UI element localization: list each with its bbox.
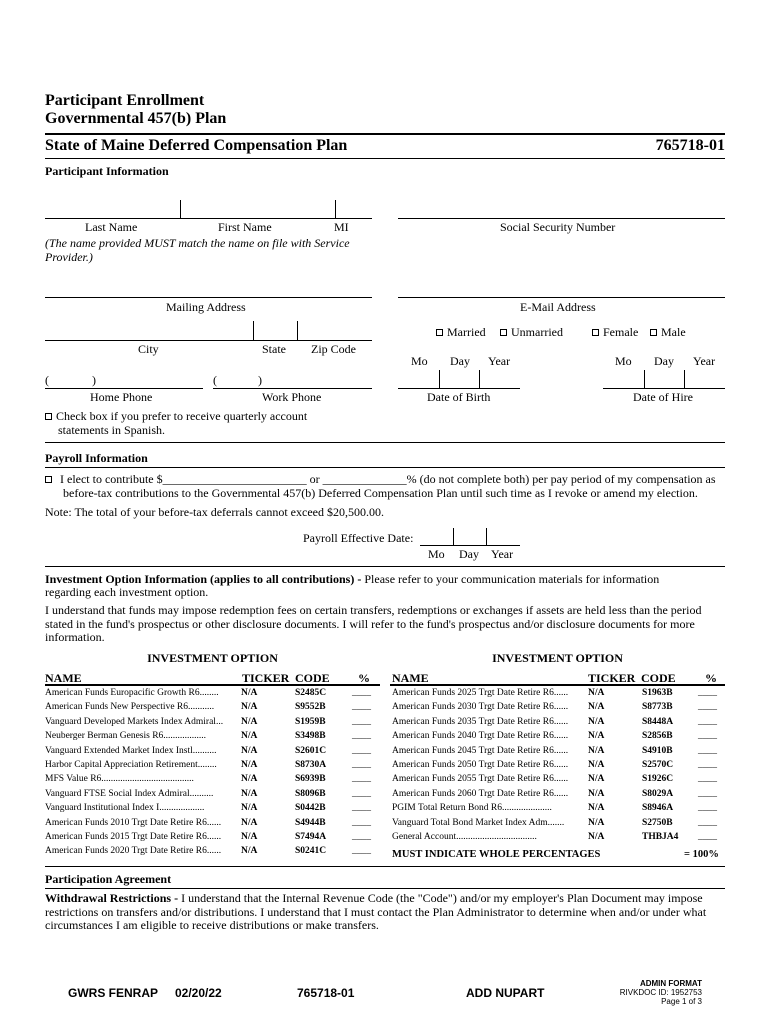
fund-ticker: N/A [241, 817, 258, 828]
male-option[interactable] [650, 325, 686, 340]
investment-row [392, 688, 727, 702]
fund-name: American Funds 2055 Trgt Date Retire R6...... [392, 774, 569, 785]
fund-code: S6939B [295, 774, 326, 785]
dob-divider-2 [479, 370, 480, 388]
dob-label: Date of Birth [427, 390, 491, 404]
investment-title-line2: regarding each investment option. [45, 585, 209, 599]
payroll-mo-label: Mo [428, 547, 445, 561]
zip-label: Zip Code [311, 342, 356, 356]
footer-add-nupart: ADD NUPART [466, 986, 545, 1000]
married-checkbox[interactable] [436, 329, 443, 336]
state-label: State [262, 342, 286, 356]
investment-row [392, 702, 727, 716]
payroll-section-title: Payroll Information [45, 451, 148, 465]
participant-end-rule [45, 442, 725, 443]
fund-code: S2856B [642, 731, 673, 742]
investment-row [45, 832, 380, 846]
city-state-zip-line[interactable] [45, 340, 372, 341]
must-indicate-label: MUST INDICATE WHOLE PERCENTAGES [392, 849, 601, 860]
investment-row [392, 760, 727, 774]
payroll-year-label: Year [491, 547, 514, 561]
fund-code: S0241C [295, 846, 327, 857]
right-pct-header: % [705, 671, 717, 685]
fund-percent-field[interactable]: ____ [352, 832, 371, 842]
fund-percent-field[interactable]: ____ [352, 760, 371, 770]
fund-ticker: N/A [241, 745, 258, 756]
right-ticker-header: TICKER [588, 671, 636, 685]
fund-percent-field[interactable]: ____ [352, 688, 371, 698]
footer-page: Page 1 of 3 [661, 997, 702, 1006]
female-label: Female [603, 325, 639, 339]
dob-divider-1 [439, 370, 440, 388]
last-name-label: Last Name [85, 220, 138, 234]
elect-contribution[interactable] [45, 472, 716, 487]
dob-day-label: Day [450, 354, 470, 368]
email-label: E-Mail Address [520, 300, 596, 314]
fund-ticker: N/A [588, 803, 605, 814]
work-phone-line[interactable] [213, 388, 372, 389]
fund-percent-field[interactable]: ____ [698, 788, 717, 799]
work-phone-label: Work Phone [262, 390, 322, 404]
left-table-header-rule [45, 684, 380, 686]
fund-code: S8946A [642, 803, 674, 814]
payroll-end-rule [45, 566, 725, 567]
fund-ticker: N/A [588, 774, 605, 785]
fund-name: American Funds 2025 Trgt Date Retire R6...... [392, 688, 569, 698]
fund-code: S8448A [642, 716, 674, 727]
unmarried-label: Unmarried [511, 325, 563, 339]
payroll-date-divider-1 [453, 528, 454, 545]
payroll-date-divider-2 [486, 528, 487, 545]
elect-text-line1: I elect to contribute $________________________ or ______________% (do not complete both) per pay period of my compensation as [60, 472, 716, 486]
footer-date: 02/20/22 [175, 986, 222, 1000]
doh-mo-label: Mo [615, 354, 632, 368]
investment-row [392, 717, 727, 731]
fund-percent-field[interactable]: ____ [352, 803, 371, 814]
name-note: (The name provided MUST match the name on file with Service Provider.) [45, 236, 350, 264]
name-field-line[interactable] [45, 218, 372, 219]
doh-year-label: Year [693, 354, 716, 368]
fund-code: THBJA4 [642, 832, 679, 842]
fund-ticker: N/A [588, 702, 605, 713]
fund-name: General Account.................................. [392, 832, 537, 842]
investment-row [45, 846, 380, 860]
footer-doc-id: RIVKDOC ID: 1952753 [619, 988, 702, 997]
form-title-line1: Participant Enrollment [45, 92, 205, 109]
fund-percent-field[interactable]: ____ [698, 745, 717, 756]
fund-name: American Funds 2035 Trgt Date Retire R6...... [392, 716, 569, 727]
fund-name: PGIM Total Return Bond R6..................... [392, 803, 552, 814]
fund-name: American Funds 2045 Trgt Date Retire R6...... [392, 745, 569, 756]
investment-row [45, 731, 380, 745]
spanish-label-line2: statements in Spanish. [58, 423, 165, 437]
spanish-label-line1: Check box if you prefer to receive quarterly account [56, 409, 308, 423]
fund-percent-field[interactable]: ____ [698, 731, 717, 742]
fund-name: American Funds 2040 Trgt Date Retire R6...... [392, 731, 569, 742]
left-pct-header: % [358, 671, 370, 685]
fund-ticker: N/A [241, 832, 258, 842]
fund-code: S9552B [295, 702, 326, 713]
fund-name: Vanguard Total Bond Market Index Adm....... [392, 817, 565, 828]
fund-name: Vanguard Extended Market Index Instl.......... [45, 745, 217, 756]
fund-code: S7494A [295, 832, 327, 842]
fund-percent-field[interactable]: ____ [352, 788, 371, 799]
fund-percent-field[interactable]: ____ [698, 702, 717, 713]
fund-ticker: N/A [241, 774, 258, 785]
fund-ticker: N/A [241, 702, 258, 713]
fund-percent-field[interactable]: ____ [698, 832, 717, 842]
fund-name: American Funds 2050 Trgt Date Retire R6...... [392, 760, 569, 770]
investment-row [392, 789, 727, 803]
email-line[interactable] [398, 297, 725, 298]
name-divider-1 [180, 200, 181, 218]
fund-code: S0442B [295, 803, 326, 814]
doh-day-label: Day [654, 354, 674, 368]
work-phone-paren-close: ) [258, 373, 262, 387]
married-option[interactable] [436, 325, 486, 340]
elect-checkbox[interactable] [45, 476, 52, 483]
dob-line[interactable] [398, 388, 520, 389]
payroll-effective-date-label: Payroll Effective Date: [303, 531, 414, 545]
investment-row [45, 760, 380, 774]
fund-ticker: N/A [241, 688, 258, 698]
fund-ticker: N/A [588, 760, 605, 770]
male-checkbox[interactable] [650, 329, 657, 336]
fund-name: Vanguard Developed Markets Index Admiral... [45, 716, 224, 727]
investment-row [45, 818, 380, 832]
city-divider [253, 321, 254, 340]
investment-row [45, 717, 380, 731]
fund-percent-field[interactable]: ____ [698, 803, 717, 814]
dob-mo-label: Mo [411, 354, 428, 368]
fund-code: S4944B [295, 817, 326, 828]
header-rule [45, 133, 725, 135]
right-name-header: NAME [392, 671, 429, 685]
fund-name: Neuberger Berman Genesis R6.................. [45, 731, 207, 742]
redemption-fee-paragraph: I understand that funds may impose redemption fees on certain transfers, redemptions or exchanges if assets are held less than the period stated in the fund's prospectus or other disclosure documents. I will refer to the fund's prospectus and/or disclosure documents for more information. [45, 603, 702, 644]
male-label: Male [661, 325, 686, 339]
fund-code: S1926C [642, 774, 674, 785]
fund-name: Vanguard FTSE Social Index Admiral.......... [45, 788, 214, 799]
mi-label: MI [334, 220, 349, 234]
footer-admin-format: ADMIN FORMAT [639, 979, 702, 988]
withdrawal-title: Withdrawal Restrictions - [45, 891, 179, 905]
fund-percent-field[interactable]: ____ [698, 716, 717, 727]
mailing-address-label: Mailing Address [166, 300, 246, 314]
withdrawal-text: I understand that the Internal Revenue Code (the "Code") and/or my employer's Plan Document may impose restrictions on transfers and/or distributions. I understand that I must contact the Plan Administrator to determine when and/or under what circumstances I am eligible to receive distributions or make transfers. [45, 891, 707, 932]
home-phone-label: Home Phone [90, 390, 153, 404]
investment-row [392, 803, 727, 817]
participant-section-title: Participant Information [45, 164, 169, 178]
footer-form-code: GWRS FENRAP [68, 986, 158, 1000]
dob-year-label: Year [488, 354, 511, 368]
plan-rule [45, 158, 725, 159]
fund-name: American Funds 2015 Trgt Date Retire R6...... [45, 832, 222, 842]
investment-row [45, 746, 380, 760]
left-name-header: NAME [45, 671, 82, 685]
investment-row [45, 688, 380, 702]
home-phone-line[interactable] [45, 388, 203, 389]
mailing-address-line[interactable] [45, 297, 372, 298]
fund-ticker: N/A [588, 716, 605, 727]
payroll-effective-date-line[interactable] [420, 545, 520, 546]
doh-line[interactable] [603, 388, 725, 389]
fund-percent-field[interactable]: ____ [352, 846, 371, 857]
left-ticker-header: TICKER [242, 671, 290, 685]
investment-row [392, 832, 727, 846]
investment-option-header-left: INVESTMENT OPTION [147, 651, 278, 665]
fund-percent-field[interactable]: ____ [698, 760, 717, 770]
fund-code: S4910B [642, 745, 673, 756]
fund-code: S8029A [642, 788, 674, 799]
ssn-label: Social Security Number [500, 220, 616, 234]
investment-row [45, 803, 380, 817]
agreement-section-title: Participation Agreement [45, 872, 172, 886]
female-checkbox[interactable] [592, 329, 599, 336]
fund-ticker: N/A [241, 846, 258, 857]
right-code-header: CODE [641, 671, 676, 685]
fund-percent-field[interactable]: ____ [352, 774, 371, 785]
total-percent: = 100% [684, 849, 719, 860]
withdrawal-restrictions [45, 892, 727, 933]
fund-code: S2601C [295, 745, 327, 756]
fund-name: MFS Value R6....................................... [45, 774, 194, 785]
state-divider [297, 321, 298, 340]
ssn-field-line[interactable] [398, 218, 725, 219]
fund-code: S3498B [295, 731, 326, 742]
work-phone-paren-open: ( [213, 373, 217, 387]
investment-option-header-right: INVESTMENT OPTION [492, 651, 623, 665]
fund-name: American Funds 2010 Trgt Date Retire R6...... [45, 817, 222, 828]
footer-plan-number: 765718-01 [297, 986, 355, 1000]
fund-percent-field[interactable]: ____ [352, 817, 371, 828]
fund-ticker: N/A [241, 788, 258, 799]
city-label: City [138, 342, 159, 356]
agreement-rule [45, 888, 725, 889]
first-name-label: First Name [218, 220, 272, 234]
fund-code: S2750B [642, 817, 673, 828]
investment-row [392, 774, 727, 788]
spanish-checkbox[interactable] [45, 413, 52, 420]
spanish-option[interactable] [45, 409, 307, 424]
female-option[interactable] [592, 325, 638, 340]
investment-row [392, 731, 727, 745]
investment-title-bold: Investment Option Information (applies to all contributions) - [45, 572, 362, 586]
plan-number: 765718-01 [655, 137, 725, 154]
fund-ticker: N/A [241, 716, 258, 727]
fund-percent-field[interactable]: ____ [352, 716, 371, 727]
home-phone-paren-open: ( [45, 373, 49, 387]
plan-name: State of Maine Deferred Compensation Plan [45, 137, 348, 154]
fund-code: S1963B [642, 688, 673, 698]
doh-label: Date of Hire [633, 390, 693, 404]
fund-ticker: N/A [241, 760, 258, 770]
fund-ticker: N/A [588, 745, 605, 756]
investment-row [45, 789, 380, 803]
fund-name: American Funds New Perspective R6........... [45, 702, 215, 713]
investment-end-rule [45, 866, 725, 867]
fund-ticker: N/A [588, 832, 605, 842]
investment-row [392, 746, 727, 760]
fund-ticker: N/A [588, 731, 605, 742]
investment-title-rest: Please refer to your communication materials for information [361, 572, 660, 586]
payroll-day-label: Day [459, 547, 479, 561]
fund-ticker: N/A [588, 788, 605, 799]
fund-name: American Funds 2030 Trgt Date Retire R6...... [392, 702, 569, 713]
fund-name: Vanguard Institutional Index I................... [45, 803, 205, 814]
form-title-line2: Governmental 457(b) Plan [45, 110, 227, 127]
investment-row [45, 774, 380, 788]
fund-code: S2485C [295, 688, 327, 698]
doh-divider-1 [644, 370, 645, 388]
doh-divider-2 [684, 370, 685, 388]
deferral-note: Note: The total of your before-tax deferrals cannot exceed $20,500.00. [45, 505, 384, 519]
fund-ticker: N/A [241, 731, 258, 742]
fund-code: S2570C [642, 760, 674, 770]
fund-ticker: N/A [241, 803, 258, 814]
payroll-rule [45, 467, 725, 468]
fund-percent-field[interactable]: ____ [352, 702, 371, 713]
name-divider-2 [335, 200, 336, 218]
fund-name: American Funds 2060 Trgt Date Retire R6...... [392, 788, 569, 799]
fund-code: S1959B [295, 716, 326, 727]
investment-row [45, 702, 380, 716]
fund-code: S8773B [642, 702, 673, 713]
fund-code: S8730A [295, 760, 327, 770]
fund-percent-field[interactable]: ____ [352, 745, 371, 756]
fund-percent-field[interactable]: ____ [698, 688, 717, 698]
fund-ticker: N/A [588, 817, 605, 828]
elect-text-line2: before-tax contributions to the Governmental 457(b) Deferred Compensation Plan until such time as I revoke or amend my election. [63, 486, 698, 500]
left-code-header: CODE [295, 671, 330, 685]
fund-name: American Funds Europacific Growth R6........ [45, 688, 219, 698]
right-table-header-rule [390, 684, 725, 686]
home-phone-paren-close: ) [92, 373, 96, 387]
fund-code: S8096B [295, 788, 326, 799]
unmarried-option[interactable] [500, 325, 563, 340]
fund-percent-field[interactable]: ____ [698, 817, 717, 828]
married-label: Married [447, 325, 486, 339]
fund-percent-field[interactable]: ____ [352, 731, 371, 742]
unmarried-checkbox[interactable] [500, 329, 507, 336]
investment-row [392, 818, 727, 832]
fund-name: Harbor Capital Appreciation Retirement........ [45, 760, 217, 770]
fund-percent-field[interactable]: ____ [698, 774, 717, 785]
fund-name: American Funds 2020 Trgt Date Retire R6...... [45, 846, 222, 857]
fund-ticker: N/A [588, 688, 605, 698]
